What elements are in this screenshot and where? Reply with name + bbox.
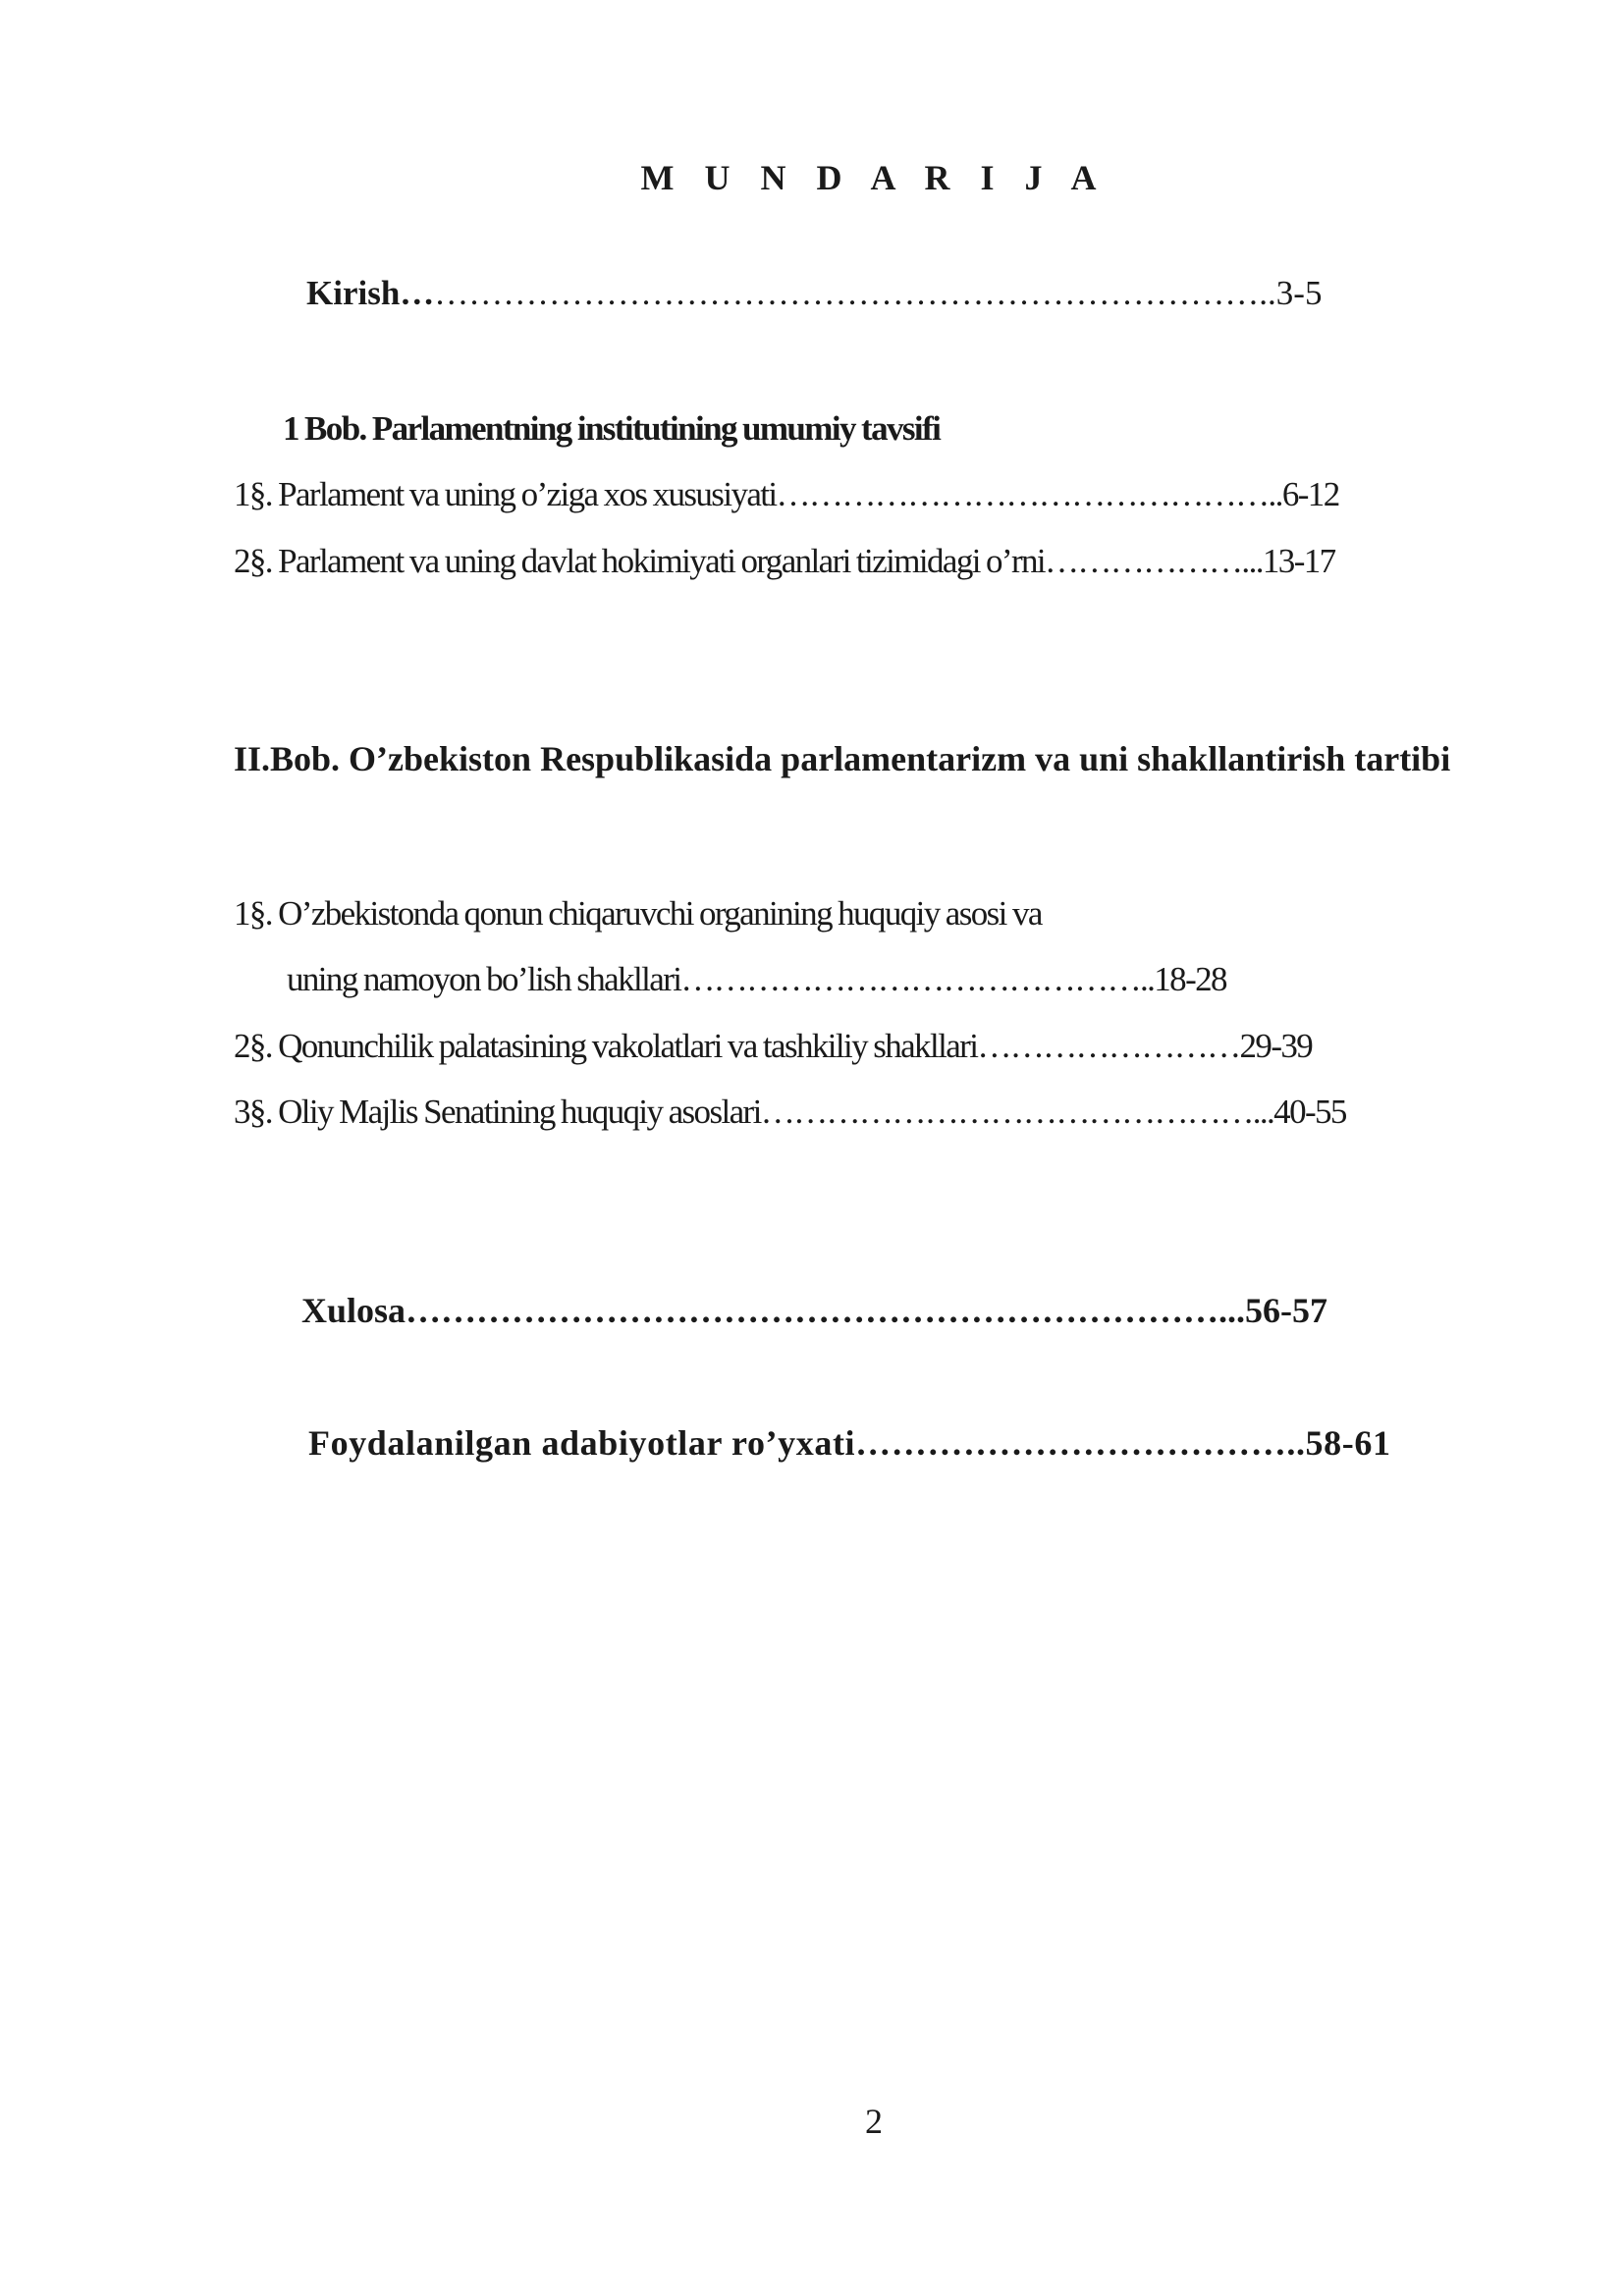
toc-entry-bibliography — [308, 1422, 1391, 1464]
toc-entry-label: 2§. Parlament va uning davlat hokimiyati organlari tizimidagi o’rni — [234, 542, 1046, 580]
toc-entry-pages: 18-28 — [1154, 960, 1226, 998]
toc-title: M U N D A R I J A — [640, 158, 1108, 197]
toc-entry-pages: 29-39 — [1239, 1027, 1313, 1065]
toc-entry-2-1-line2 — [287, 959, 1226, 1000]
toc-entry-1-2 — [234, 541, 1335, 582]
toc-entry-label: Kirish — [306, 274, 401, 312]
toc-entry-label: 2§. Qonunchilik palatasining vakolatlari va tashkiliy shakllari — [234, 1027, 978, 1065]
chapter-heading-1: 1 Bob. Parlamentning institutining umumiy tavsifi — [283, 409, 941, 448]
page-number: 2 — [865, 2102, 883, 2141]
toc-entry-leader: ………………………………. — [855, 1423, 1296, 1463]
toc-entry-pages: 3-5 — [1275, 274, 1323, 312]
toc-entry-pages: .58-61 — [1295, 1423, 1391, 1463]
toc-entry-pages: 6-12 — [1281, 475, 1339, 513]
toc-entry-leader: ………………... — [1045, 542, 1263, 580]
toc-entry-2-1-line1: 1§. O’zbekistonda qonun chiqaruvchi organining huquqiy asosi va — [234, 894, 1042, 933]
toc-entry-2-2 — [234, 1026, 1312, 1067]
toc-entry-leader: ……………………………………………………………….. — [434, 274, 1276, 312]
toc-entry-introduction: Kirish…………………………………………………………………..3-5 — [306, 274, 1323, 312]
toc-entry-label: 3§. Oliy Majlis Senatining huquqiy asoslari — [234, 1093, 761, 1131]
toc-entry-conclusion — [301, 1290, 1327, 1331]
chapter-heading-2: II.Bob. O’zbekiston Respublikasida parlamentarizm va uni shakllantirish tartibi — [234, 739, 1451, 778]
toc-entry-label: Foydalanilgan adabiyotlar ro’yxati — [308, 1423, 856, 1463]
toc-entry-label: uning namoyon bo’lish shakllari — [287, 960, 681, 998]
toc-entry-pages: ..56-57 — [1227, 1291, 1328, 1330]
toc-entry-leader: ………………………………………... — [760, 1093, 1274, 1131]
toc-entry-leader: …………………… — [977, 1027, 1240, 1065]
toc-entry-pages: 40-55 — [1273, 1093, 1346, 1131]
toc-entry-label: Xulosa — [301, 1291, 406, 1330]
toc-entry-leader: ……………………………………….. — [776, 475, 1282, 513]
toc-entry-2-3 — [234, 1092, 1346, 1133]
toc-entry-pages: 13-17 — [1262, 542, 1335, 580]
toc-entry-leader: ……………………………………………………………. — [406, 1291, 1228, 1330]
toc-entry-leader: …………………………………….. — [680, 960, 1155, 998]
toc-entry-label: 1§. Parlament va uning o’ziga xos xususiyati — [234, 475, 777, 513]
toc-entry-1-1 — [234, 474, 1339, 515]
